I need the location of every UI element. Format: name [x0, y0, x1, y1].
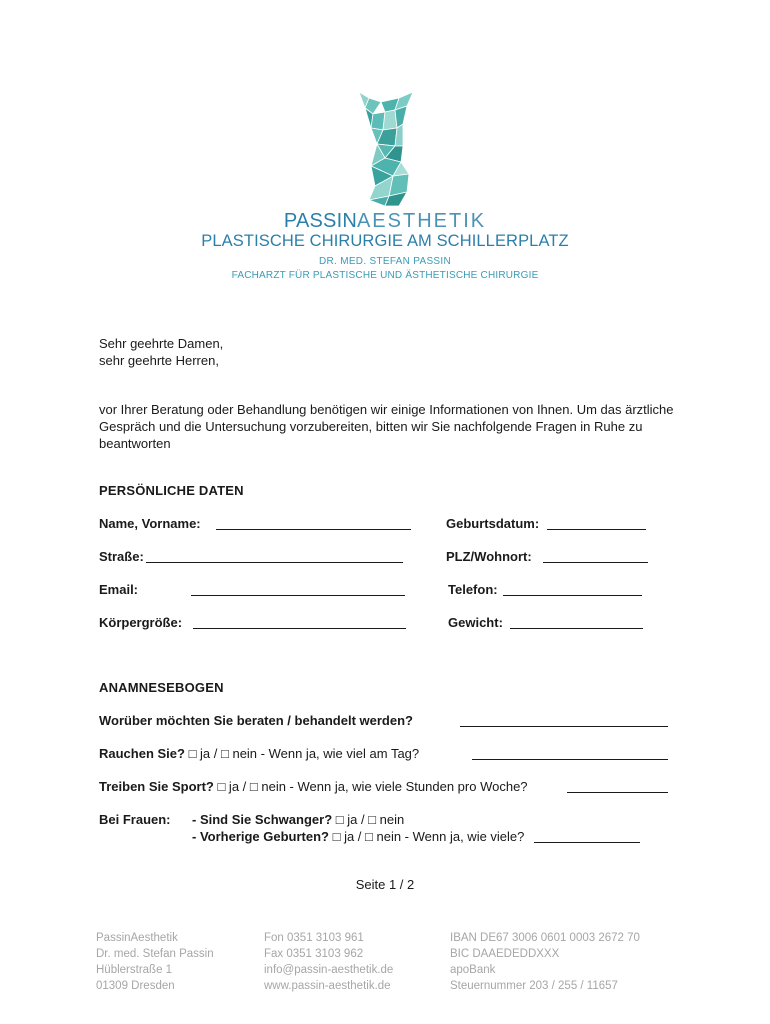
- question-sport-label: Treiben Sie Sport?: [99, 779, 214, 794]
- intro-paragraph: vor Ihrer Beratung oder Behandlung benötigen wir einige Informationen von Ihnen. Um das ärztliche Gespräch und die Untersuchung vorzubereiten, bitten wir Sie nachfolgende Fragen in Ruhe zu beantworten: [99, 402, 674, 451]
- births-count-field[interactable]: [534, 828, 640, 843]
- question-pregnant-label: - Sind Sie Schwanger?: [192, 812, 333, 827]
- footer-iban: IBAN DE67 3006 0601 0003 2672 70: [450, 932, 640, 944]
- smoking-amount-field[interactable]: [472, 745, 668, 760]
- sport-hours-field[interactable]: [567, 778, 668, 793]
- footer-doctor: Dr. med. Stefan Passin: [96, 948, 214, 960]
- footer-bank: [450, 930, 640, 994]
- height-field[interactable]: [193, 614, 406, 629]
- street-label: Straße:: [99, 549, 144, 564]
- question-smoking-options[interactable]: □ ja / □ nein - Wenn ja, wie viel am Tag?: [184, 746, 420, 761]
- email-field[interactable]: [191, 581, 405, 596]
- birthdate-field[interactable]: [547, 515, 646, 530]
- consultation-field[interactable]: [460, 712, 668, 727]
- phone-label: Telefon:: [448, 582, 498, 597]
- greeting-line-1: Sehr geehrte Damen,: [99, 336, 224, 351]
- phone-field[interactable]: [503, 581, 642, 596]
- question-sport-options[interactable]: □ ja / □ nein - Wenn ja, wie viele Stunden pro Woche?: [213, 779, 528, 794]
- footer-company: PassinAesthetik: [96, 932, 178, 944]
- street-field[interactable]: [146, 548, 403, 563]
- question-pregnant: [192, 812, 404, 828]
- footer-city: 01309 Dresden: [96, 980, 175, 992]
- women-label: Bei Frauen:: [99, 812, 171, 827]
- zip-city-field[interactable]: [543, 548, 648, 563]
- weight-field[interactable]: [510, 614, 643, 629]
- question-consultation: Worüber möchten Sie beraten / behandelt werden?: [99, 713, 413, 728]
- footer-bank-name: apoBank: [450, 964, 496, 976]
- doctor-name: DR. MED. STEFAN PASSIN: [319, 256, 451, 267]
- question-births-options[interactable]: □ ja / □ nein - Wenn ja, wie viele?: [329, 829, 525, 844]
- brand-name: [0, 210, 770, 233]
- section-heading-personal: PERSÖNLICHE DATEN: [99, 483, 244, 498]
- footer-street: Hüblerstraße 1: [96, 964, 173, 976]
- email-label: Email:: [99, 582, 139, 597]
- height-label: Körpergröße:: [99, 615, 183, 630]
- birthdate-label: Geburtsdatum:: [446, 516, 540, 531]
- footer-contact: [264, 930, 393, 994]
- name-field[interactable]: [216, 515, 411, 530]
- footer-email-link[interactable]: info@passin-aesthetik.de: [264, 964, 394, 976]
- footer-phone: Fon 0351 3103 961: [264, 932, 364, 944]
- question-pregnant-options[interactable]: □ ja / □ nein: [332, 812, 405, 827]
- footer-fax: Fax 0351 3103 962: [264, 948, 364, 960]
- doctor-specialty: FACHARZT FÜR PLASTISCHE UND ÄSTHETISCHE CHIRURGIE: [231, 270, 539, 281]
- brand-subtitle: PLASTISCHE CHIRURGIE AM SCHILLERPLATZ: [201, 232, 569, 250]
- question-smoking: [99, 746, 419, 762]
- brand-name-strong: PASSIN: [283, 210, 357, 232]
- weight-label: Gewicht:: [448, 615, 503, 630]
- question-births-label: - Vorherige Geburten?: [192, 829, 329, 844]
- question-sport: [99, 779, 528, 795]
- brand-name-light: AESTHETIK: [356, 210, 487, 232]
- footer-bic: BIC DAAEDEDDXXX: [450, 948, 560, 960]
- greeting-line-2: sehr geehrte Herren,: [99, 353, 219, 368]
- question-births: [192, 829, 524, 845]
- footer-website-link[interactable]: www.passin-aesthetik.de: [264, 980, 391, 992]
- footer-address: [96, 930, 214, 994]
- question-smoking-label: Rauchen Sie?: [99, 746, 185, 761]
- name-label: Name, Vorname:: [99, 516, 201, 531]
- footer-tax-number: Steuernummer 203 / 255 / 11657: [450, 980, 618, 992]
- faceted-torso-logo-icon: [355, 88, 417, 208]
- page-number: Seite 1 / 2: [355, 877, 415, 892]
- zip-city-label: PLZ/Wohnort:: [446, 549, 532, 564]
- section-heading-anamnesis: ANAMNESEBOGEN: [99, 680, 224, 695]
